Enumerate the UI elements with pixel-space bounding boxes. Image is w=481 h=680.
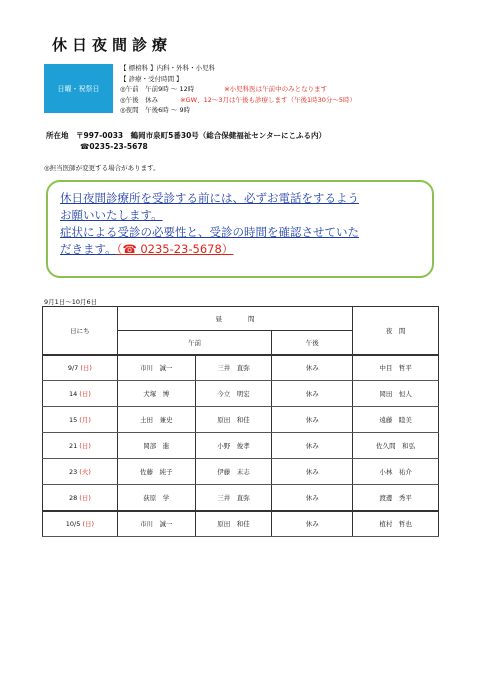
row-am-doctor-2: 原田 和佳: [195, 407, 272, 433]
departments-value: 内科・外科・小児科: [156, 64, 216, 72]
row-pm: 休み: [272, 355, 353, 381]
row-night-doctor: 佐久間 和弘: [353, 433, 439, 459]
row-night-doctor: 遠藤 睦美: [353, 407, 439, 433]
row-am-doctor-1: 市川 誠一: [117, 511, 195, 537]
row-date: 9/7 (日): [43, 355, 118, 381]
day-label-box: [44, 64, 113, 113]
callout-line-1: 休日夜間診療所を受診する前には、必ずお電話をするよう: [60, 191, 359, 205]
hours-morning-row: [120, 84, 356, 95]
call-ahead-callout: [46, 180, 434, 278]
row-night-doctor: 岡田 恒人: [353, 381, 439, 407]
table-header-row: [43, 307, 439, 331]
header-pm: 午後: [272, 331, 353, 355]
row-am-doctor-2: 今立 明宏: [195, 381, 272, 407]
row-pm: 休み: [272, 381, 353, 407]
table-row: [43, 381, 439, 407]
address-phone: 0235-23-5678: [89, 142, 148, 151]
row-am-doctor-1: 佐藤 純子: [117, 459, 195, 485]
table-row: [43, 407, 439, 433]
departments-label: 【 標榜科 】: [120, 64, 157, 72]
header-date: 日にち: [43, 307, 118, 355]
hours-morning-note: ※小児科医は午前中のみとなります: [224, 85, 328, 93]
hours-morning: ◎午前 午前9時 ～ 12時: [120, 85, 195, 93]
callout-line-4-text: だきます。: [60, 242, 117, 256]
row-date: 28 (日): [43, 485, 118, 511]
row-night-doctor: 小林 祐介: [353, 459, 439, 485]
hours-afternoon-note: ※GW、12～3月は午後も診療します（午後1時30分～5時）: [180, 95, 357, 104]
row-date: 10/5 (日): [43, 511, 118, 537]
callout-phone-link[interactable]: （☎ 0235-23-5678）: [116, 242, 234, 256]
row-pm: 休み: [272, 511, 353, 537]
row-am-doctor-1: 犬塚 博: [117, 381, 195, 407]
row-am-doctor-2: 三井 直弥: [195, 355, 272, 381]
address-block: [46, 130, 326, 152]
header-night: 夜 間: [353, 307, 439, 355]
schedule-table: [42, 306, 439, 537]
page-title: 休日夜間診療: [52, 36, 173, 54]
row-am-doctor-1: 岡部 進: [117, 433, 195, 459]
hours-afternoon: ◎午後 休み: [120, 95, 159, 104]
hours-night: ◎夜間 午後6時 ～ 9時: [120, 106, 191, 114]
row-pm: 休み: [272, 433, 353, 459]
row-night-doctor: 中目 哲平: [353, 355, 439, 381]
row-night-doctor: 植村 哲也: [353, 511, 439, 537]
row-date: 14 (日): [43, 381, 118, 407]
table-row: [43, 355, 439, 381]
row-date: 15 (月): [43, 407, 118, 433]
row-pm: 休み: [272, 459, 353, 485]
clinic-info: [120, 63, 356, 116]
table-row: [43, 433, 439, 459]
row-am-doctor-2: 原田 和佳: [195, 511, 272, 537]
row-pm: 休み: [272, 485, 353, 511]
row-am-doctor-1: 土田 兼史: [117, 407, 195, 433]
row-pm: 休み: [272, 407, 353, 433]
callout-line-2: お願いいたします。: [60, 208, 163, 222]
table-row: [43, 485, 439, 511]
hours-label-row: [120, 74, 356, 85]
hours-label: 【 診療・受付時間 】: [120, 74, 183, 83]
row-am-doctor-2: 三井 直弥: [195, 485, 272, 511]
address-line: 所在地 〒997-0033 鶴岡市泉町5番30号（総合保健福祉センターにこふる内）: [46, 131, 326, 140]
header-am: 午前: [117, 331, 272, 355]
table-row: [43, 459, 439, 485]
row-am-doctor-1: 市川 誠一: [117, 355, 195, 381]
schedule-period: 9月1日～10月6日: [44, 298, 98, 306]
row-date: 21 (日): [43, 433, 118, 459]
callout-line-4: [60, 241, 424, 258]
header-day: 昼 間: [117, 307, 352, 331]
hours-night-row: [120, 105, 356, 116]
row-am-doctor-2: 小野 俊孝: [195, 433, 272, 459]
row-am-doctor-2: 伊藤 末志: [195, 459, 272, 485]
phone-icon: ☎: [80, 142, 90, 151]
doctor-change-note: ◎担当医師が変更する場合があります。: [44, 164, 160, 172]
row-am-doctor-1: 荻原 学: [117, 485, 195, 511]
callout-line-3: 症状による受診の必要性と、受診の時間を確認させていた: [60, 225, 359, 239]
row-date: 23 (火): [43, 459, 118, 485]
row-night-doctor: 渡邊 秀平: [353, 485, 439, 511]
day-label: 日曜・祝祭日: [57, 84, 100, 93]
table-row: [43, 511, 439, 537]
departments-row: [120, 63, 356, 74]
hours-afternoon-row: [120, 95, 356, 106]
address-phone-line: [46, 141, 326, 152]
